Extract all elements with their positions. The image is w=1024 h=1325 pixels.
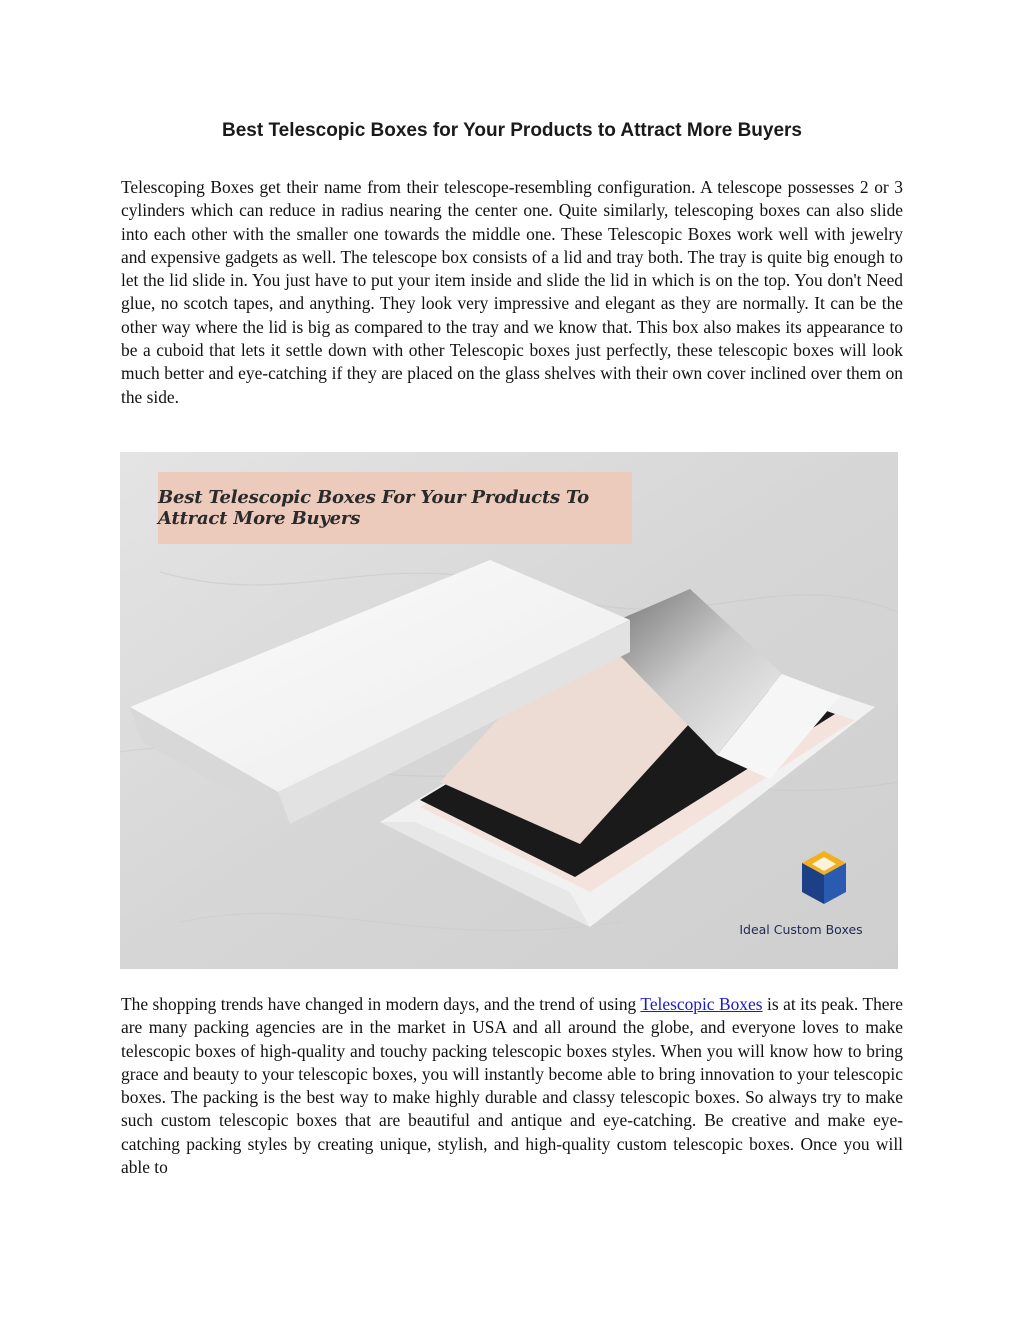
paragraph-trends-start: The shopping trends have changed in modern days, and the trend of using xyxy=(121,994,641,1014)
figure-banner-text: Best Telescopic Boxes For Your Products To Attract More Buyers xyxy=(158,487,589,529)
paragraph-intro: Telescoping Boxes get their name from their telescope-resembling configuration. A telescope possesses 2 or 3 cylinders which can reduce in radius nearing the center one. Quite similarly, telescoping boxes can also slide into each other with the smaller one towards the middle one. These Telescopic Boxes work well with jewelry and expensive gadgets as well. The telescope box consists of a lid and tray both. The tray is quite big enough to let the lid slide in. You just have to put your item inside and slide the lid in which is on the top. You don't Need glue, no scotch tapes, and anything. They look very impressive and elegant as they are normally. It can be the other way where the lid is big as compared to the tray and we know that. This box also makes its appearance to be a cuboid that lets it settle down with other Telescopic boxes just perfectly, these telescopic boxes will look much better and eye-catching if they are placed on the glass shelves with their own cover inclined over them on the side. xyxy=(121,177,903,407)
telescopic-boxes-link[interactable]: Telescopic Boxes xyxy=(640,994,763,1014)
paragraph-trends-rest: is at its peak. There are many packing agencies are in the market in USA and all around the globe, and everyone loves to make telescopic boxes of high-quality and touchy packing telescopic boxes styles. When you will know how to bring grace and beauty to your telescopic boxes, you will instantly become able to bring innovation to your telescopic boxes. The packing is the best way to make highly durable and classy telescopic boxes. So always try to make such custom telescopic boxes that are beautiful and antique and eye-catching. Be creative and make eye-catching packing styles by creating unique, stylish, and high-quality custom telescopic boxes. Once you will able to xyxy=(121,994,903,1178)
document-title: Best Telescopic Boxes for Your Products to Attract More Buyers xyxy=(222,120,802,141)
product-photo xyxy=(120,452,898,969)
figure-banner xyxy=(158,472,632,544)
brand-logo-text: Ideal Custom Boxes xyxy=(739,922,863,937)
paragraph-trends xyxy=(121,993,903,1179)
